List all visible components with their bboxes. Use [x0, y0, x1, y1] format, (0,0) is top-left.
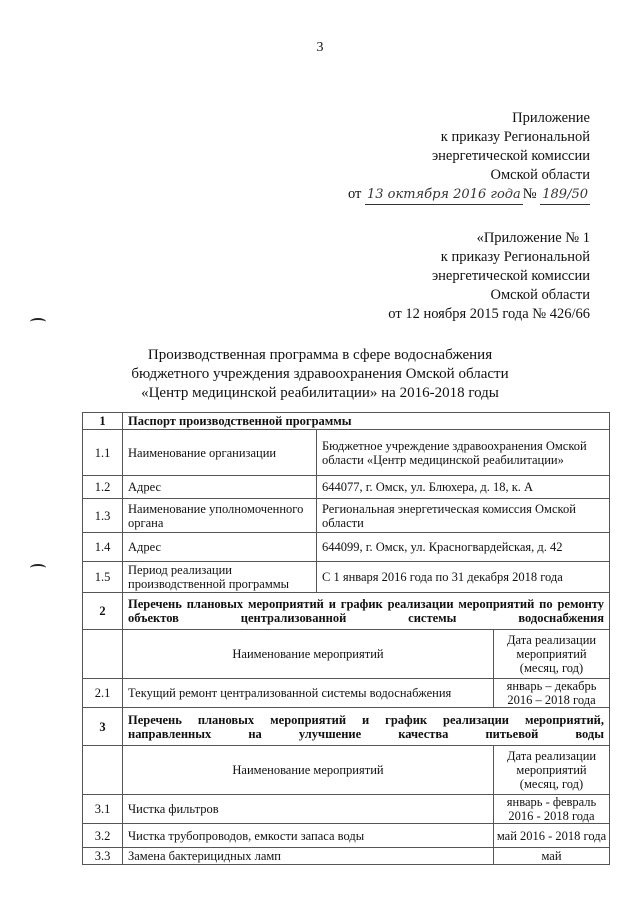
row-date: май 2016 - 2018 года [494, 824, 610, 848]
appendix-header [348, 109, 590, 205]
table-row [83, 499, 610, 533]
appendix-line: энергетической комиссии [431, 268, 590, 284]
section-title: Перечень плановых мероприятий и график реализации мероприятий по ремонту объектов централизованной системы водоснабжения [123, 593, 610, 630]
row-number: 1.1 [83, 430, 123, 476]
row-value: 644099, г. Омск, ул. Красногвардейская, д. 42 [317, 533, 610, 562]
row-number: 3.3 [83, 848, 123, 865]
appendix-line: энергетической комиссии [431, 148, 590, 164]
page-number: 3 [316, 40, 324, 55]
row-value: Бюджетное учреждение здравоохранения Омской области «Центр медицинской реабилитации» [317, 430, 610, 476]
row-number: 2.1 [83, 679, 123, 708]
row-date: январь - февраль 2016 - 2018 года [494, 795, 610, 824]
table-row [83, 848, 610, 865]
table-row [83, 430, 610, 476]
row-number: 1.4 [83, 533, 123, 562]
previous-appendix-header [388, 229, 590, 324]
row-label: Адрес [123, 533, 317, 562]
title-line: Производственная программа в сфере водоснабжения [147, 347, 493, 363]
row-name: Чистка фильтров [123, 795, 494, 824]
row-name: Замена бактерицидных ламп [123, 848, 494, 865]
appendix-line: «Приложение № 1 [476, 230, 590, 246]
row-label: Адрес [123, 476, 317, 499]
appendix-line: к приказу Региональной [440, 249, 590, 265]
punch-hole-mark [30, 318, 46, 326]
row-value: 644077, г. Омск, ул. Блюхера, д. 18, к. А [317, 476, 610, 499]
row-number: 3.1 [83, 795, 123, 824]
handwritten-number: 189/50 [540, 185, 590, 205]
appendix-line: к приказу Региональной [440, 129, 590, 145]
row-date: май [494, 848, 610, 865]
column-header-name: Наименование мероприятий [123, 746, 494, 795]
empty-cell [83, 630, 123, 679]
appendix-line: от 12 ноября 2015 года № 426/66 [388, 306, 590, 322]
section-title: Перечень плановых мероприятий и график реализации мероприятий, направленных на улучшение качества питьевой воды [123, 708, 610, 746]
section-number: 3 [83, 708, 123, 746]
row-label: Период реализации производственной программы [123, 562, 317, 593]
section-header-row [83, 593, 610, 630]
date-prefix: от [347, 186, 362, 202]
appendix-line: Приложение [512, 110, 590, 126]
row-number: 1.5 [83, 562, 123, 593]
row-value: Региональная энергетическая комиссия Омской области [317, 499, 610, 533]
handwritten-date: 13 октября 2016 года [365, 185, 523, 205]
order-date-line [348, 185, 590, 205]
table-row [83, 562, 610, 593]
row-number: 1.2 [83, 476, 123, 499]
column-header-name: Наименование мероприятий [123, 630, 494, 679]
row-name: Текущий ремонт централизованной системы водоснабжения [123, 679, 494, 708]
empty-cell [83, 746, 123, 795]
appendix-line: Омской области [490, 167, 590, 183]
row-date: январь – декабрь 2016 – 2018 года [494, 679, 610, 708]
table-row [83, 679, 610, 708]
row-name: Чистка трубопроводов, емкости запаса воды [123, 824, 494, 848]
section-header-row [83, 708, 610, 746]
section-number: 1 [83, 413, 123, 430]
title-line: «Центр медицинской реабилитации» на 2016-2018 годы [141, 385, 499, 401]
column-header-row [83, 746, 610, 795]
section-number: 2 [83, 593, 123, 630]
row-number: 1.3 [83, 499, 123, 533]
document-title [0, 346, 640, 403]
table-row [83, 795, 610, 824]
number-prefix: № [522, 186, 537, 202]
title-line: бюджетного учреждения здравоохранения Омской области [131, 366, 509, 382]
row-number: 3.2 [83, 824, 123, 848]
column-header-row [83, 630, 610, 679]
row-label: Наименование уполномоченного органа [123, 499, 317, 533]
table-row [83, 824, 610, 848]
program-table [82, 412, 610, 865]
table-row [83, 533, 610, 562]
column-header-date: Дата реализации мероприятий (месяц, год) [494, 746, 610, 795]
appendix-line: Омской области [490, 287, 590, 303]
section-title: Паспорт производственной программы [123, 413, 610, 430]
section-header-row [83, 413, 610, 430]
row-value: С 1 января 2016 года по 31 декабря 2018 года [317, 562, 610, 593]
row-label: Наименование организации [123, 430, 317, 476]
column-header-date: Дата реализации мероприятий (месяц, год) [494, 630, 610, 679]
punch-hole-mark [30, 564, 46, 572]
table-row [83, 476, 610, 499]
